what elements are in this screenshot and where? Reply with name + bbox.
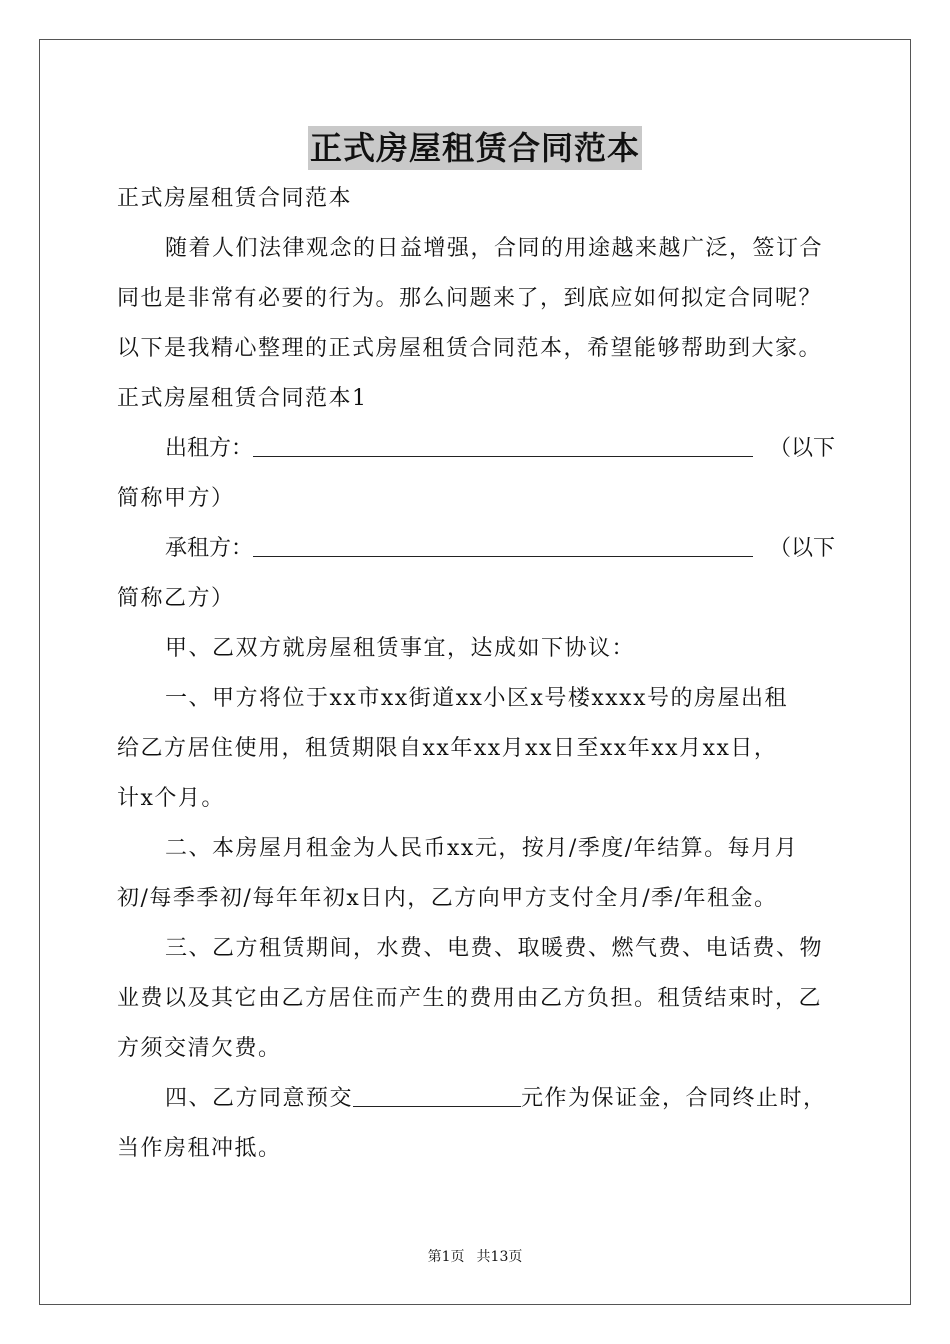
intro-line: 以下是我精心整理的正式房屋租赁合同范本，希望能够帮助到大家。 [117,336,823,361]
subtitle: 正式房屋租赁合同范本 [117,186,353,211]
document-body [117,174,835,1174]
section-title: 正式房屋租赁合同范本1 [117,386,368,411]
intro-line: 随着人们法律观念的日益增强，合同的用途越来越广泛，签订合 [165,236,824,261]
lessor-suffix: （以下 [768,436,835,461]
page-number: 第1页 [427,1249,465,1265]
lessor-short: 简称甲方） [117,486,235,511]
clause1-line: 一、甲方将位于xx市xx街道xx小区x号楼xxxx号的房屋出租 [165,686,788,711]
clause3-line: 方须交清欠费。 [117,1036,282,1061]
clause2-line: 初/每季季初/每年年初x日内，乙方向甲方支付全月/季/年租金。 [117,886,778,911]
page-footer [0,1247,950,1267]
clause1-line: 给乙方居住使用，租赁期限自xx年xx月xx日至xx年xx月xx日， [117,736,778,761]
page-total: 共13页 [476,1249,523,1265]
clause3-line: 三、乙方租赁期间，水费、电费、取暖费、燃气费、电话费、物 [165,936,824,961]
lessee-blank [253,530,753,557]
lessee-short: 简称乙方） [117,586,235,611]
document-title: 正式房屋租赁合同范本 [308,126,642,170]
clause2-line: 二、本房屋月租金为人民币xx元，按月/季度/年结算。每月月 [165,836,799,861]
clause4-prefix: 四、乙方同意预交 [165,1086,354,1111]
clause4-line [117,1074,835,1124]
agreement-intro: 甲、乙双方就房屋租赁事宜，达成如下协议： [165,636,636,661]
lessor-label: 出租方： [165,436,254,461]
lessee-line [117,524,835,574]
deposit-blank [353,1080,521,1107]
lessor-blank [253,430,753,457]
lessee-suffix: （以下 [768,536,835,561]
clause3-line: 业费以及其它由乙方居住而产生的费用由乙方负担。租赁结束时，乙 [117,986,823,1011]
clause4-suffix: 元作为保证金，合同终止时， [521,1086,827,1111]
clause1-line: 计x个月。 [117,786,225,811]
clause4-end: 当作房租冲抵。 [117,1136,282,1161]
lessee-label: 承租方： [165,536,254,561]
title-container [0,126,950,170]
intro-line: 同也是非常有必要的行为。那么问题来了，到底应如何拟定合同呢？ [117,286,823,311]
lessor-line [117,424,835,474]
